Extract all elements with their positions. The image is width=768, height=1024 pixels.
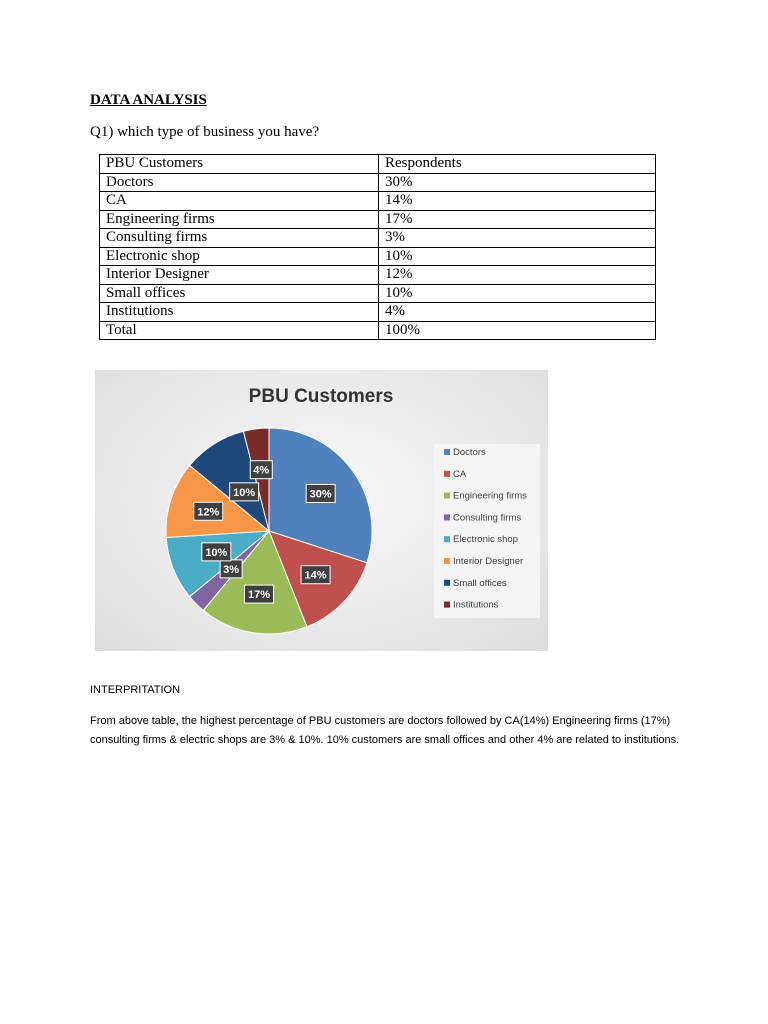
table-row bbox=[100, 210, 656, 229]
legend-box bbox=[434, 444, 540, 618]
svg-text:3%: 3% bbox=[223, 563, 240, 576]
table-cell: 14% bbox=[379, 192, 656, 211]
table-cell: 17% bbox=[379, 210, 656, 229]
interpretation-text: From above table, the highest percentage of PBU customers are doctors followed by CA(14%) Engineering firms (17%) consulting firms & electric shops are 3% & 10%. 10% customers are small offices and other 4% are related to institutions. bbox=[90, 715, 680, 746]
section-heading: DATA ANALYSIS bbox=[90, 92, 207, 108]
table-row bbox=[100, 284, 656, 303]
table-cell: 10% bbox=[379, 284, 656, 303]
legend-entry-institutions bbox=[444, 600, 499, 611]
table-row bbox=[100, 303, 656, 322]
table-cell: Doctors bbox=[100, 173, 379, 192]
table-cell: Total bbox=[100, 321, 379, 340]
svg-text:4%: 4% bbox=[253, 464, 270, 477]
svg-text:Engineering firms: Engineering firms bbox=[453, 490, 527, 502]
table-cell: Interior Designer bbox=[100, 266, 379, 285]
svg-text:Doctors: Doctors bbox=[453, 447, 486, 458]
interpretation-label: INTERPRITATION bbox=[90, 684, 181, 696]
table-cell: 3% bbox=[379, 229, 656, 248]
svg-text:Small offices: Small offices bbox=[453, 577, 507, 589]
data-label-electronic-shop bbox=[202, 543, 231, 561]
table-cell: Consulting firms bbox=[100, 229, 379, 248]
table-row-total bbox=[100, 321, 656, 340]
legend-entry-small-offices bbox=[444, 578, 507, 589]
table-row bbox=[100, 266, 656, 285]
table-row bbox=[100, 229, 656, 248]
table-row bbox=[100, 192, 656, 211]
data-label-ca bbox=[301, 566, 330, 584]
svg-text:14%: 14% bbox=[304, 569, 327, 582]
pie-chart-area bbox=[95, 370, 548, 651]
data-label-engineering-firms bbox=[245, 585, 274, 603]
svg-text:10%: 10% bbox=[205, 546, 228, 559]
table-cell: 10% bbox=[379, 247, 656, 266]
svg-text:17%: 17% bbox=[247, 589, 271, 602]
table-cell: 30% bbox=[379, 173, 656, 192]
svg-text:10%: 10% bbox=[233, 486, 256, 499]
svg-text:30%: 30% bbox=[309, 488, 332, 501]
table-cell: CA bbox=[100, 192, 379, 211]
svg-text:Institutions: Institutions bbox=[453, 599, 499, 611]
table-cell: Institutions bbox=[100, 303, 379, 322]
header-cell-respondents: Respondents bbox=[379, 155, 656, 174]
data-label-doctors bbox=[306, 484, 335, 502]
legend-entry-electronic-shop bbox=[444, 534, 518, 545]
table-cell: 4% bbox=[379, 303, 656, 322]
table-cell: Small offices bbox=[100, 284, 379, 303]
pie-chart bbox=[95, 370, 548, 651]
table-cell: Engineering firms bbox=[100, 210, 379, 229]
data-label-consulting-firms bbox=[220, 560, 242, 578]
header-cell-category: PBU Customers bbox=[100, 155, 379, 174]
data-label-small-offices bbox=[230, 483, 259, 501]
data-label-institutions bbox=[250, 461, 272, 479]
chart-title: PBU Customers bbox=[248, 386, 394, 407]
table-cell: 12% bbox=[379, 266, 656, 285]
svg-text:Interior Designer: Interior Designer bbox=[453, 556, 524, 567]
legend-entry-interior-designer bbox=[444, 556, 523, 567]
legend-entry-consulting-firms bbox=[444, 512, 521, 523]
question-text: Q1) which type of business you have? bbox=[90, 124, 320, 140]
data-label-interior-designer bbox=[194, 502, 223, 520]
svg-text:Consulting firms: Consulting firms bbox=[453, 512, 522, 524]
svg-text:Electronic shop: Electronic shop bbox=[453, 534, 518, 546]
table-header-row bbox=[100, 155, 656, 174]
table-cell: 100% bbox=[379, 321, 656, 340]
legend-entry-engineering-firms bbox=[444, 491, 527, 502]
svg-text:CA: CA bbox=[453, 468, 467, 480]
table-cell: Electronic shop bbox=[100, 247, 379, 266]
table-row bbox=[100, 247, 656, 266]
customers-table bbox=[99, 154, 656, 340]
table-row bbox=[100, 173, 656, 192]
svg-text:12%: 12% bbox=[197, 506, 220, 519]
